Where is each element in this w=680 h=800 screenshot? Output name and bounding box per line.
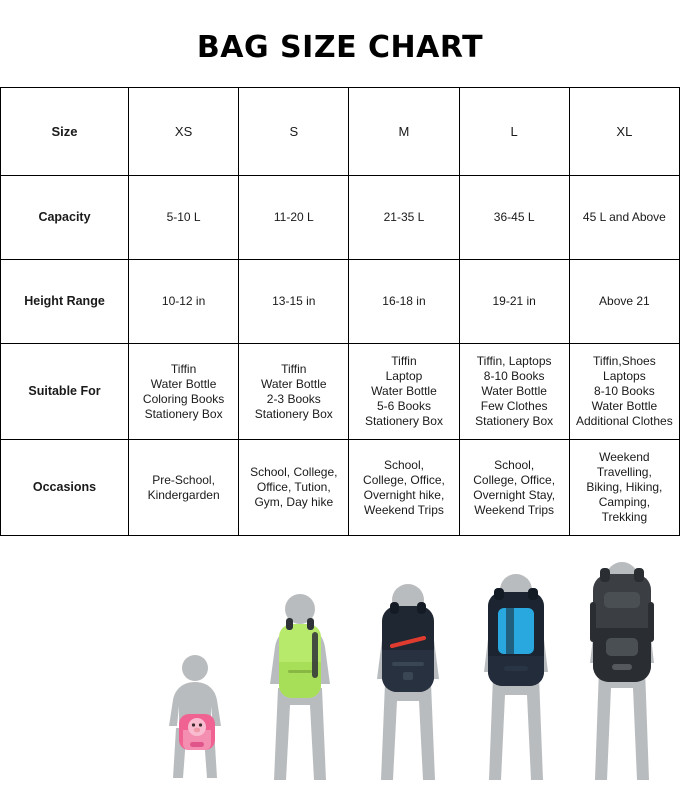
table-row <box>1 260 680 344</box>
cell-occasions-xl <box>569 440 679 536</box>
cell-height-l <box>459 260 569 344</box>
cell-line: 10-12 in <box>161 294 206 308</box>
cell-line: 8-10 Books <box>483 369 545 383</box>
cell-line: Tiffin <box>391 354 417 368</box>
cell-line: 19-21 in <box>492 294 536 308</box>
cell-line: Weekend Trips <box>364 502 444 517</box>
cell-line: Weekend Trips <box>474 502 555 517</box>
cell-line: Biking, Hiking, <box>586 480 663 494</box>
cell-line: College, Office, <box>363 472 445 487</box>
cell-line: Laptops <box>603 369 646 383</box>
cell-suitable-xl <box>569 344 679 440</box>
cell-line: Kindergarden <box>147 487 220 502</box>
cell-line: Camping, <box>598 495 651 509</box>
cell-line: 16-18 in <box>382 294 426 308</box>
cell-line: School, <box>383 457 424 472</box>
cell-line: Stationery Box <box>144 406 223 421</box>
cell-line: Water Bottle <box>371 384 437 398</box>
cell-line: 21-35 L <box>383 210 425 224</box>
cell-line: 5-6 Books <box>376 399 431 413</box>
figure-m <box>360 582 456 782</box>
size-chart-table <box>0 87 680 536</box>
cell-line: School, College, <box>250 465 338 479</box>
row-header-size: Size <box>1 88 129 176</box>
cell-height-xl <box>569 260 679 344</box>
bag-xs-icon <box>178 710 216 752</box>
cell-suitable-l <box>459 344 569 440</box>
figure-l <box>468 572 564 782</box>
cell-line: Travelling, <box>596 465 652 479</box>
page-title: BAG SIZE CHART <box>196 30 484 65</box>
cell-suitable-m <box>349 344 459 440</box>
cell-line: XS <box>174 124 193 139</box>
cell-capacity-xs <box>129 176 239 260</box>
cell-size-xl <box>569 88 679 176</box>
cell-capacity-s <box>239 176 349 260</box>
cell-line: Water Bottle <box>150 376 217 391</box>
cell-occasions-xs <box>129 440 239 536</box>
cell-suitable-xs <box>129 344 239 440</box>
cell-line: Laptop <box>385 369 423 383</box>
table-row <box>1 176 680 260</box>
row-header-occasions: Occasions <box>1 440 129 536</box>
figure-xs <box>150 652 240 782</box>
cell-line: 36-45 L <box>493 210 535 224</box>
cell-line: Tiffin <box>281 361 307 376</box>
cell-line: XL <box>616 124 633 139</box>
cell-height-xs <box>129 260 239 344</box>
bag-l-icon <box>484 588 548 688</box>
cell-line: Water Bottle <box>591 399 658 413</box>
cell-line: Coloring Books <box>142 391 225 406</box>
bag-s-icon <box>276 618 324 700</box>
row-header-suitable-for: Suitable For <box>1 344 129 440</box>
cell-size-m <box>349 88 459 176</box>
cell-line: Office, Tution, <box>256 480 331 494</box>
cell-line: Additional Clothes <box>576 414 673 428</box>
cell-line: Few Clothes <box>480 399 548 413</box>
cell-capacity-l <box>459 176 569 260</box>
row-header-height-range: Height Range <box>1 260 129 344</box>
figure-xl <box>574 560 670 782</box>
table-row <box>1 344 680 440</box>
cell-line: 11-20 L <box>273 210 314 224</box>
table-row <box>1 440 680 536</box>
cell-line: Stationery Box <box>254 406 333 421</box>
cell-line: School, <box>494 457 535 472</box>
cell-line: Water Bottle <box>260 376 327 391</box>
cell-line: 45 L and Above <box>582 210 666 224</box>
cell-line: M <box>398 124 410 139</box>
bag-xl-icon <box>588 568 656 684</box>
figure-row <box>0 540 680 790</box>
cell-line: 5-10 L <box>166 210 201 224</box>
cell-size-s <box>239 88 349 176</box>
cell-line: Overnight Stay, <box>473 487 556 502</box>
cell-line: Pre-School, <box>152 472 215 487</box>
cell-line: Tiffin,Shoes <box>593 354 656 368</box>
cell-line: Water Bottle <box>481 384 547 398</box>
cell-line: 13-15 in <box>272 294 316 308</box>
cell-line: Overnight hike, <box>363 487 445 502</box>
cell-height-s <box>239 260 349 344</box>
cell-line: L <box>510 124 518 139</box>
cell-suitable-s <box>239 344 349 440</box>
row-header-capacity: Capacity <box>1 176 129 260</box>
cell-line: 2-3 Books <box>266 391 321 406</box>
cell-line: Tiffin <box>170 361 197 376</box>
cell-line: Trekking <box>601 510 648 524</box>
bag-m-icon <box>378 602 438 694</box>
cell-line: Gym, Day hike <box>254 495 334 509</box>
cell-line: 8-10 Books <box>594 384 655 398</box>
cell-line: Stationery Box <box>364 414 443 428</box>
cell-line: S <box>289 124 299 139</box>
cell-occasions-m <box>349 440 459 536</box>
cell-size-xs <box>129 88 239 176</box>
cell-occasions-s <box>239 440 349 536</box>
cell-size-l <box>459 88 569 176</box>
cell-capacity-m <box>349 176 459 260</box>
cell-line: Tiffin, Laptops <box>476 354 552 368</box>
cell-occasions-l <box>459 440 569 536</box>
cell-line: Stationery Box <box>475 414 554 428</box>
figure-s <box>252 592 348 782</box>
cell-line: Above 21 <box>599 294 650 308</box>
cell-line: Weekend <box>599 450 650 464</box>
table-row <box>1 88 680 176</box>
cell-height-m <box>349 260 459 344</box>
cell-line: College, Office, <box>473 472 556 487</box>
cell-capacity-xl <box>569 176 679 260</box>
